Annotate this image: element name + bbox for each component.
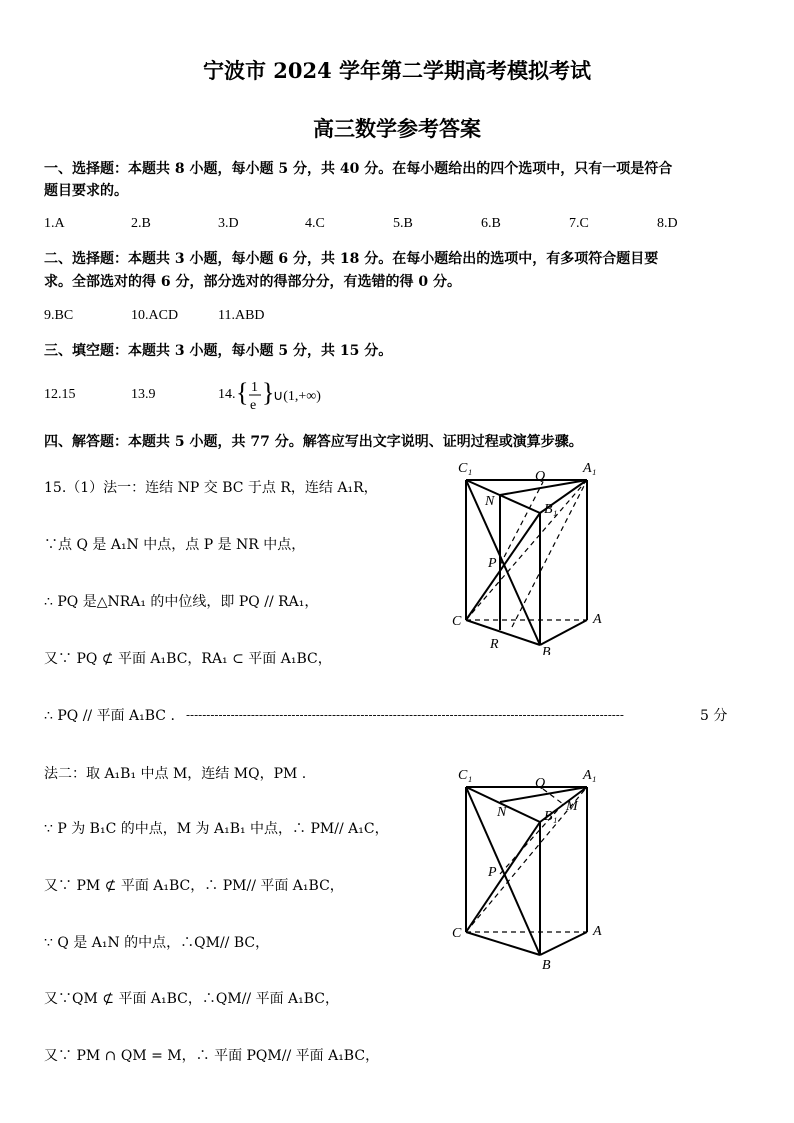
label-Q: Q: [535, 776, 546, 791]
label-R: R: [490, 637, 499, 652]
label-A1: A₁: [583, 768, 597, 783]
label-P: P: [488, 865, 497, 880]
label-Q: Q: [535, 469, 546, 484]
method2-line: 又∵QM ⊄ 平面 A₁BC，∴QM// 平面 A₁BC，: [44, 991, 340, 1007]
section1-heading: 一、选择题：本题共 8 小题，每小题 5 分，共 40 分。在每小题给出的四个选项中，只有一项是符合: [44, 161, 673, 177]
svg-text:e: e: [250, 398, 257, 413]
prism-figure-1: [440, 455, 620, 655]
prism-figure-2: [440, 762, 620, 977]
label-N: N: [497, 805, 507, 820]
svg-text:}: }: [262, 378, 275, 407]
answer-1: 1.A: [44, 216, 65, 231]
section2-heading: 二、选择题：本题共 3 小题，每小题 6 分，共 18 分。在每小题给出的选项中，有多项符合题目要: [44, 251, 659, 267]
label-B: B: [542, 958, 551, 973]
section1-heading-cont: 题目要求的。: [44, 183, 128, 199]
answer-5: 5.B: [393, 216, 413, 231]
answer-4: 4.C: [305, 216, 325, 231]
answer-13: 13.9: [131, 387, 156, 402]
method2-line: ∵ P 为 B₁C 的中点，M 为 A₁B₁ 中点，∴ PM// A₁C，: [44, 821, 389, 837]
method1-line: 15.（1）法一：连结 NP 交 BC 于点 R，连结 A₁R，: [44, 480, 378, 496]
label-N: N: [485, 494, 495, 509]
method1-line: ∵点 Q 是 A₁N 中点，点 P 是 NR 中点，: [44, 537, 306, 553]
answer-14-formula: [236, 374, 336, 418]
answer-6: 6.B: [481, 216, 501, 231]
answer-8: 8.D: [657, 216, 678, 231]
section2-heading-cont: 求。全部选对的得 6 分，部分选对的得部分分，有选错的得 0 分。: [44, 274, 461, 290]
label-B1: B₁: [544, 502, 558, 517]
label-C: C: [452, 926, 462, 941]
label-A: A: [593, 612, 602, 627]
page-title: 宁波市 2024 学年第二学期高考模拟考试: [202, 58, 592, 83]
answer-9: 9.BC: [44, 308, 74, 323]
method1-conclusion: ∴ PQ // 平面 A₁BC .: [44, 708, 175, 724]
answer-14-label: 14.: [218, 387, 236, 402]
method1-line: ∴ PQ 是△NRA₁ 的中位线，即 PQ // RA₁，: [44, 594, 319, 610]
label-C1: C₁: [458, 461, 473, 476]
label-P: P: [488, 556, 497, 571]
section3-heading: 三、填空题：本题共 3 小题，每小题 5 分，共 15 分。: [44, 343, 393, 359]
method1-line: 又∵ PQ ⊄ 平面 A₁BC，RA₁ ⊂ 平面 A₁BC，: [44, 651, 332, 667]
label-A: A: [593, 924, 602, 939]
answer-12: 12.15: [44, 387, 76, 402]
method2-line: 又∵ PM ∩ QM = M，∴ 平面 PQM// 平面 A₁BC，: [44, 1048, 380, 1064]
answer-3: 3.D: [218, 216, 239, 231]
answer-7: 7.C: [569, 216, 589, 231]
svg-text:1: 1: [251, 380, 258, 395]
score-label: 5 分: [700, 708, 728, 724]
label-A1: A₁: [583, 461, 597, 476]
label-B1: B₁: [544, 809, 558, 824]
method2-line: ∵ Q 是 A₁N 的中点，∴QM// BC，: [44, 935, 270, 951]
method2-line: 法二：取 A₁B₁ 中点 M，连结 MQ，PM .: [44, 766, 307, 782]
answer-14-union: ∪(1,+∞): [273, 389, 321, 404]
method2-line: 又∵ PM ⊄ 平面 A₁BC，∴ PM// 平面 A₁BC，: [44, 878, 344, 894]
label-C1: C₁: [458, 768, 473, 783]
svg-text:{: {: [236, 378, 249, 407]
score-dash-leader: ------------------------------------------------------------------------------------------------------------: [186, 708, 624, 722]
label-C: C: [452, 614, 462, 629]
label-B: B: [542, 645, 551, 655]
answer-10: 10.ACD: [131, 308, 179, 323]
section4-heading: 四、解答题：本题共 5 小题，共 77 分。解答应写出文字说明、证明过程或演算步骤。: [44, 434, 583, 450]
page-subtitle: 高三数学参考答案: [313, 116, 481, 141]
label-M: M: [566, 799, 578, 814]
answer-11: 11.ABD: [218, 308, 265, 323]
answer-2: 2.B: [131, 216, 151, 231]
